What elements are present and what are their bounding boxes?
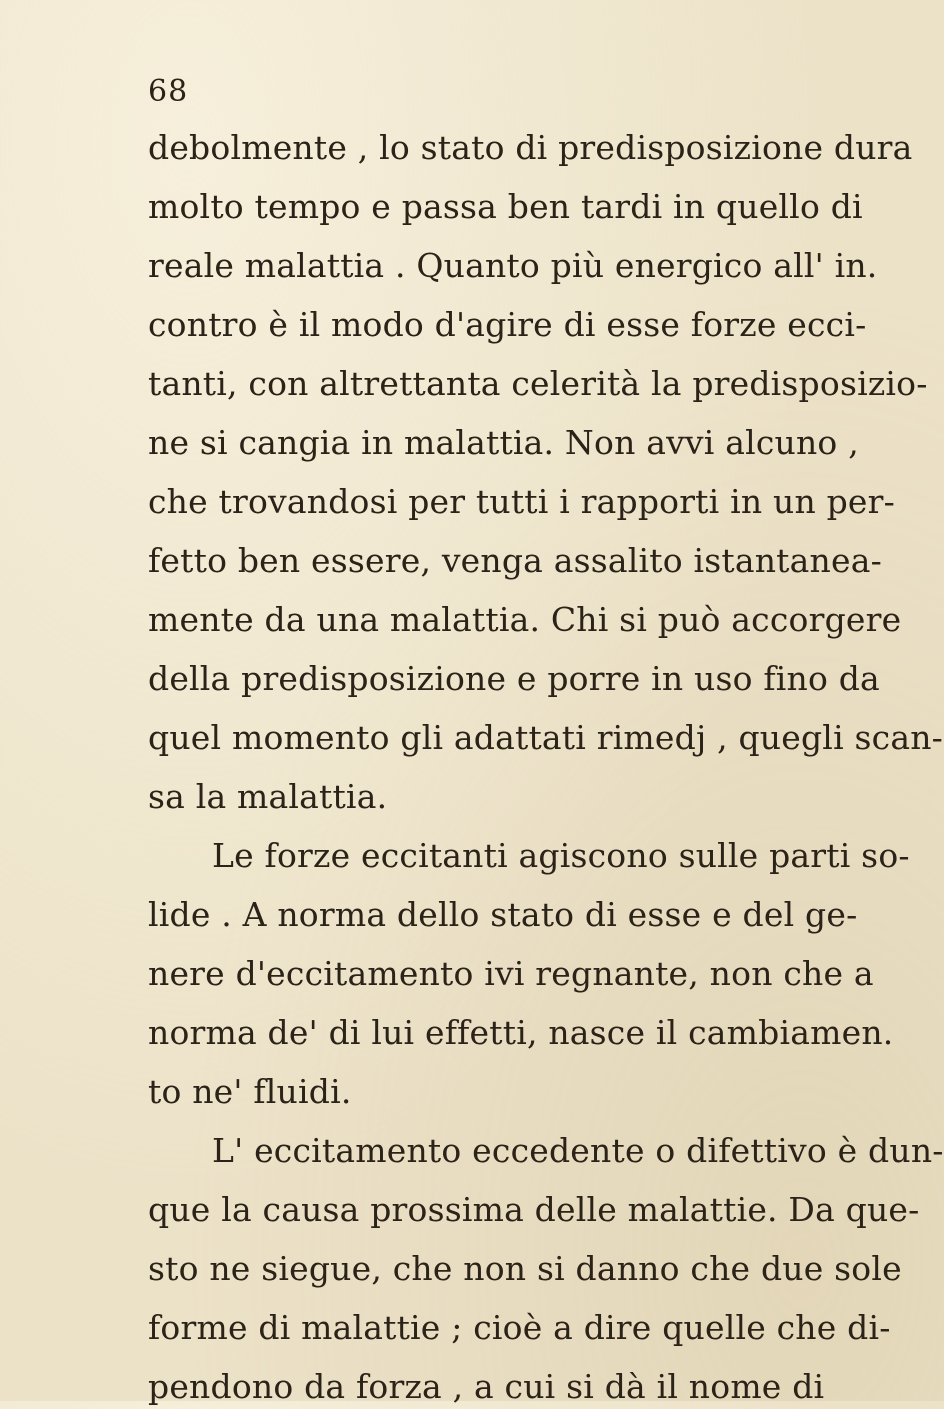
text-line: Le forze eccitanti agiscono sulle parti so- (212, 836, 910, 875)
text-line: che trovandosi per tutti i rapporti in un per- (148, 482, 895, 521)
page-number: 68 (148, 74, 189, 109)
text-line: tanti, con altrettanta celerità la predisposizio- (148, 364, 928, 403)
text-line: fetto ben essere, venga assalito istantanea- (148, 541, 882, 580)
text-line: sa la malattia. (148, 777, 388, 816)
text-line: pendono da forza , a cui si dà il nome di (148, 1367, 825, 1406)
text-line: della predisposizione e porre in uso fino da (148, 659, 880, 698)
text-line: que la causa prossima delle malattie. Da que- (148, 1190, 920, 1229)
text-line: reale malattia . Quanto più energico all' in. (148, 246, 878, 285)
text-line: L' eccitamento eccedente o difettivo è dun- (212, 1131, 944, 1170)
text-line: lide . A norma dello stato di esse e del ge- (148, 895, 858, 934)
text-line: contro è il modo d'agire di esse forze ecci- (148, 305, 867, 344)
text-line: debolmente , lo stato di predisposizione dura (148, 128, 913, 167)
text-line: to ne' fluidi. (148, 1072, 352, 1111)
text-line: quel momento gli adattati rimedj , quegli scan- (148, 718, 944, 757)
text-line: mente da una malattia. Chi si può accorgere (148, 600, 902, 639)
text-line: norma de' di lui effetti, nasce il cambiamen. (148, 1013, 894, 1052)
text-line: forme di malattie ; cioè a dire quelle che di- (148, 1308, 891, 1347)
text-line: nere d'eccitamento ivi regnante, non che a (148, 954, 874, 993)
text-line: sto ne siegue, che non si danno che due sole (148, 1249, 902, 1288)
text-line: molto tempo e passa ben tardi in quello di (148, 187, 863, 226)
text-line: ne si cangia in malattia. Non avvi alcuno , (148, 423, 859, 462)
